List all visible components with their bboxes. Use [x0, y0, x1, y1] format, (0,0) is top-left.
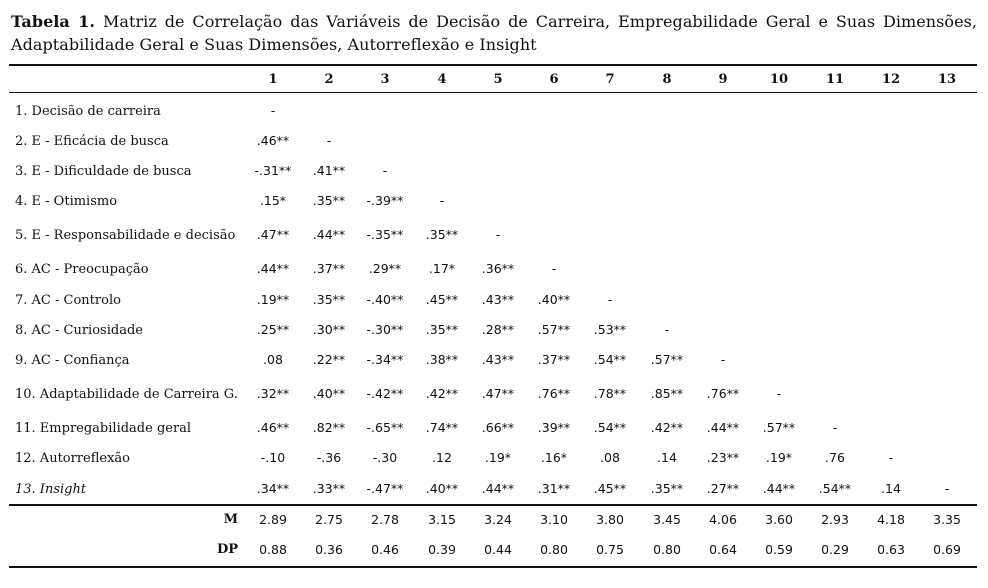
correlation-cell: -: [382, 163, 388, 178]
column-header-2: 2: [324, 72, 334, 87]
correlation-cell: .44**: [706, 420, 740, 435]
row-label: 6. AC - Preocupação: [15, 261, 149, 277]
stat-value: 0.59: [765, 542, 793, 557]
correlation-cell: .54**: [818, 481, 852, 496]
row-label: 8. AC - Curiosidade: [15, 322, 143, 338]
correlation-cell: .34**: [256, 481, 290, 496]
column-header-12: 12: [881, 72, 901, 87]
stat-value: 3.80: [596, 512, 624, 527]
correlation-cell: .36**: [481, 261, 515, 276]
correlation-cell: .40**: [537, 292, 571, 307]
correlation-cell: .43**: [481, 352, 515, 367]
stat-value: 3.60: [765, 512, 793, 527]
correlation-cell: .41**: [312, 163, 346, 178]
correlation-cell: -: [720, 352, 726, 367]
column-header-9: 9: [718, 72, 728, 87]
column-header-1: 1: [268, 72, 278, 87]
correlation-cell: .39**: [537, 420, 571, 435]
correlation-cell: .35**: [425, 322, 459, 337]
correlation-cell: .44**: [481, 481, 515, 496]
table-row: [0, 124, 988, 158]
column-header-5: 5: [493, 72, 503, 87]
correlation-cell: .19**: [256, 292, 290, 307]
correlation-cell: .44**: [256, 261, 290, 276]
stat-value: 3.24: [484, 512, 512, 527]
stat-value: 4.18: [877, 512, 905, 527]
stat-value: 3.15: [428, 512, 456, 527]
correlation-cell: -: [944, 481, 950, 496]
top-rule: [9, 64, 977, 66]
correlation-cell: .53**: [593, 322, 627, 337]
stat-value: 3.45: [653, 512, 681, 527]
caption-label: Tabela 1.: [11, 12, 96, 31]
correlation-cell: .57**: [650, 352, 684, 367]
correlation-cell: -.10: [260, 450, 286, 465]
row-label: 5. E - Responsabilidade e decisão: [15, 227, 236, 243]
column-header-3: 3: [380, 72, 390, 87]
correlation-cell: .40**: [425, 481, 459, 496]
stat-value: 0.75: [596, 542, 624, 557]
stat-value: 0.29: [821, 542, 849, 557]
correlation-cell: .12: [432, 450, 452, 465]
correlation-cell: .37**: [312, 261, 346, 276]
correlation-cell: .45**: [593, 481, 627, 496]
stat-value: 2.89: [259, 512, 287, 527]
correlation-cell: .46**: [256, 420, 290, 435]
correlation-cell: .29**: [368, 261, 402, 276]
correlation-cell: -: [832, 420, 838, 435]
row-label: 4. E - Otimismo: [15, 193, 118, 209]
stat-value: 3.35: [933, 512, 961, 527]
table-row: [0, 252, 988, 286]
correlation-cell: .19*: [765, 450, 793, 465]
correlation-cell: .38**: [425, 352, 459, 367]
correlation-cell: .44**: [312, 227, 346, 242]
correlation-cell: .30**: [312, 322, 346, 337]
correlation-cell: .27**: [706, 481, 740, 496]
table-row: [0, 184, 988, 218]
stat-value: 0.39: [428, 542, 456, 557]
correlation-cell: -.30**: [366, 322, 404, 337]
correlation-cell: .22**: [312, 352, 346, 367]
correlation-cell: -: [270, 103, 276, 118]
correlation-cell: .42**: [425, 386, 459, 401]
correlation-cell: -: [439, 193, 445, 208]
correlation-cell: .33**: [312, 481, 346, 496]
caption-text: Matriz de Correlação das Variáveis de Decisão de Carreira, Empregabilidade Geral e Suas Dimensões, Adaptabilidade Geral e Suas Dimensões, Autorreflexão e Insight: [11, 12, 978, 54]
correlation-cell: -.65**: [366, 420, 404, 435]
table-row: [0, 283, 988, 317]
correlation-cell: .16*: [540, 450, 568, 465]
correlation-cell: -: [495, 227, 501, 242]
correlation-cell: .66**: [481, 420, 515, 435]
correlation-cell: .78**: [593, 386, 627, 401]
correlation-cell: -.47**: [366, 481, 404, 496]
correlation-cell: .74**: [425, 420, 459, 435]
correlation-cell: -.31**: [254, 163, 292, 178]
row-label: 11. Empregabilidade geral: [15, 420, 192, 436]
row-label: 9. AC - Confiança: [15, 352, 130, 368]
correlation-cell: .47**: [256, 227, 290, 242]
stat-value: 0.44: [484, 542, 512, 557]
correlation-cell: .25**: [256, 322, 290, 337]
correlation-cell: -: [664, 322, 670, 337]
table-row: [0, 218, 988, 252]
table-row: [0, 154, 988, 188]
correlation-cell: .43**: [481, 292, 515, 307]
correlation-cell: -: [607, 292, 613, 307]
correlation-cell: .76**: [537, 386, 571, 401]
correlation-cell: .46**: [256, 133, 290, 148]
correlation-cell: .54**: [593, 420, 627, 435]
correlation-cell: .44**: [762, 481, 796, 496]
correlation-cell: .23**: [706, 450, 740, 465]
row-label: 1. Decisão de carreira: [15, 103, 161, 119]
correlation-cell: .40**: [312, 386, 346, 401]
correlation-cell: -: [888, 450, 894, 465]
row-label: 2. E - Eficácia de busca: [15, 133, 169, 149]
correlation-cell: .47**: [481, 386, 515, 401]
stat-value: 2.75: [315, 512, 343, 527]
column-header-row: [0, 71, 988, 89]
correlation-cell: -.30: [372, 450, 398, 465]
correlation-cell: -: [551, 261, 557, 276]
correlation-cell: .14: [881, 481, 901, 496]
column-header-11: 11: [825, 72, 845, 87]
stats-row: [0, 508, 988, 532]
correlation-cell: .28**: [481, 322, 515, 337]
correlation-cell: .82**: [312, 420, 346, 435]
table-row: [0, 313, 988, 347]
stat-value: 0.80: [540, 542, 568, 557]
correlation-cell: .45**: [425, 292, 459, 307]
stat-value: 0.64: [709, 542, 737, 557]
correlation-cell: .35**: [425, 227, 459, 242]
correlation-cell: -: [776, 386, 782, 401]
correlation-cell: .57**: [537, 322, 571, 337]
correlation-cell: -.40**: [366, 292, 404, 307]
correlation-cell: .31**: [537, 481, 571, 496]
correlation-cell: -.36: [316, 450, 342, 465]
stat-value: 0.63: [877, 542, 905, 557]
correlation-cell: .35**: [312, 193, 346, 208]
stat-value: 2.78: [371, 512, 399, 527]
column-header-7: 7: [605, 72, 615, 87]
correlation-cell: .15*: [259, 193, 287, 208]
stat-value: 0.36: [315, 542, 343, 557]
table-row: [0, 377, 988, 411]
bottom-rule: [9, 566, 977, 568]
correlation-cell: .14: [657, 450, 677, 465]
correlation-cell: -.42**: [366, 386, 404, 401]
stat-value: 0.46: [371, 542, 399, 557]
correlation-cell: .42**: [650, 420, 684, 435]
correlation-cell: .54**: [593, 352, 627, 367]
stat-label: M: [223, 512, 238, 527]
stat-value: 4.06: [709, 512, 737, 527]
stat-label: DP: [216, 542, 238, 557]
row-label: 12. Autorreflexão: [15, 450, 131, 466]
header-rule: [9, 92, 977, 93]
correlation-cell: .37**: [537, 352, 571, 367]
correlation-cell: .08: [600, 450, 620, 465]
table-caption: [11, 10, 977, 56]
correlation-cell: .35**: [650, 481, 684, 496]
column-header-10: 10: [769, 72, 789, 87]
row-label: 10. Adaptabilidade de Carreira G.: [15, 386, 238, 402]
correlation-cell: -.34**: [366, 352, 404, 367]
correlation-cell: .57**: [762, 420, 796, 435]
stat-value: 0.88: [259, 542, 287, 557]
correlation-cell: .19*: [484, 450, 512, 465]
row-label: 7. AC - Controlo: [15, 292, 121, 308]
correlation-cell: -.39**: [366, 193, 404, 208]
column-header-6: 6: [549, 72, 559, 87]
correlation-cell: .08: [263, 352, 283, 367]
stats-row: [0, 538, 988, 562]
correlation-cell: -: [326, 133, 332, 148]
stat-value: 0.80: [653, 542, 681, 557]
column-header-8: 8: [662, 72, 672, 87]
correlation-cell: .32**: [256, 386, 290, 401]
row-label: 3. E - Dificuldade de busca: [15, 163, 192, 179]
column-header-13: 13: [937, 72, 957, 87]
correlation-cell: .76: [825, 450, 845, 465]
table-row: [0, 411, 988, 445]
correlation-cell: .17*: [428, 261, 456, 276]
stat-value: 3.10: [540, 512, 568, 527]
column-header-4: 4: [437, 72, 447, 87]
correlation-cell: .35**: [312, 292, 346, 307]
table-row: [0, 94, 988, 128]
correlation-cell: .76**: [706, 386, 740, 401]
stats-rule: [9, 504, 977, 506]
stat-value: 2.93: [821, 512, 849, 527]
stat-value: 0.69: [933, 542, 961, 557]
correlation-cell: .85**: [650, 386, 684, 401]
row-label: 13. Insight: [15, 481, 87, 497]
correlation-cell: -.35**: [366, 227, 404, 242]
table-row: [0, 343, 988, 377]
table-row: [0, 472, 988, 506]
table-row: [0, 441, 988, 475]
